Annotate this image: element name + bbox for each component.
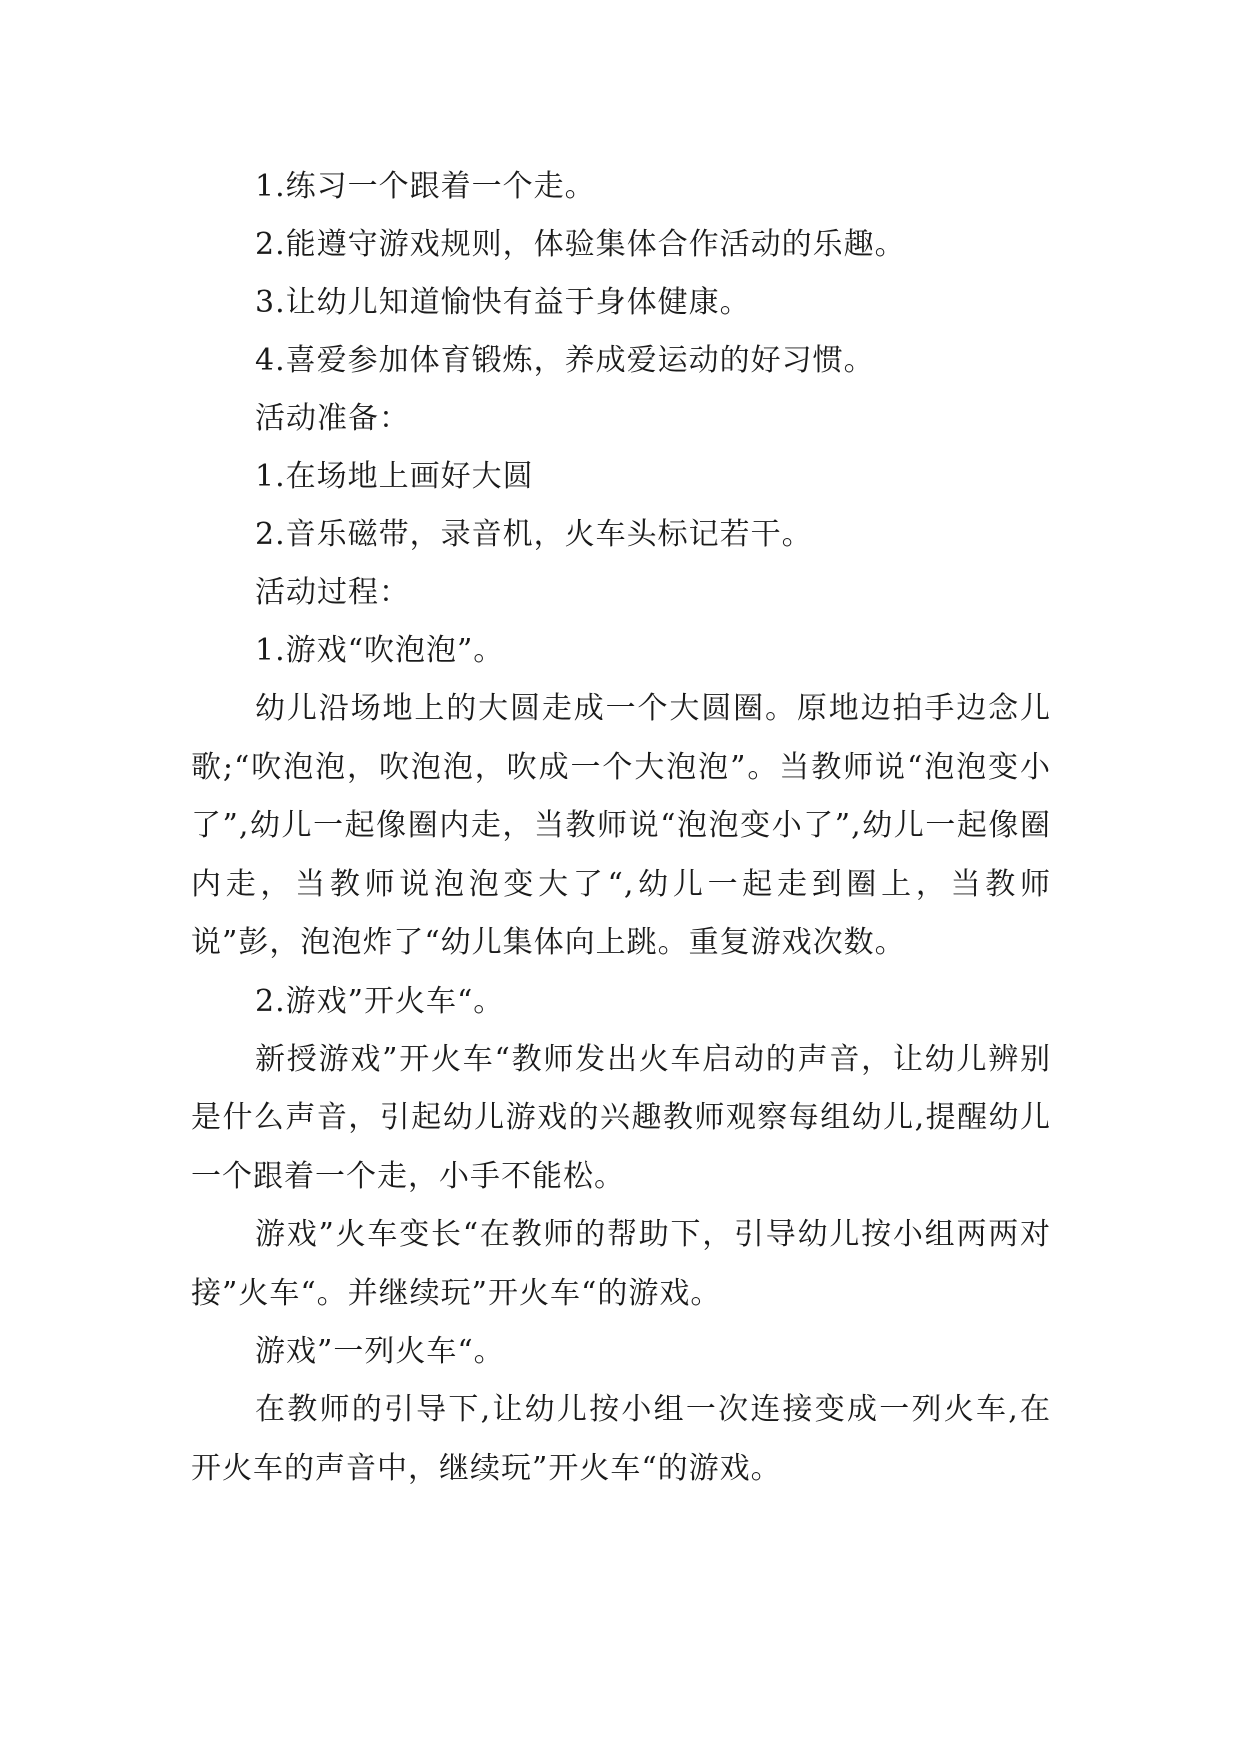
section-heading-preparation: 活动准备： bbox=[255, 401, 410, 436]
goal-item-1: 1.练习一个跟着一个走。 bbox=[255, 169, 596, 204]
process-step-1-body: 幼儿沿场地上的大圆走成一个大圆圈。原地边拍手边念儿歌;“吹泡泡，吹泡泡，吹成一个大泡泡”。当教师说“泡泡变小了”,幼儿一起像圈内走，当教师说“泡泡变小了”,幼儿一起像圈内走，当教师说泡泡变大了“,幼儿一起走到圈上，当教师说”彭，泡泡炸了“幼儿集体向上跳。重复游戏次数。 bbox=[191, 691, 1051, 960]
process-step-2-title: 2.游戏”开火车“。 bbox=[255, 983, 505, 1019]
game-train-longer: 游戏”火车变长“在教师的帮助下，引导幼儿按小组两两对接”火车“。并继续玩”开火车“的游戏。 bbox=[191, 1217, 1051, 1311]
goal-item-2: 2.能遵守游戏规则，体验集体合作活动的乐趣。 bbox=[255, 227, 906, 262]
document-body bbox=[191, 158, 1051, 1498]
game-one-train-body: 在教师的引导下,让幼儿按小组一次连接变成一列火车,在开火车的声音中，继续玩”开火车“的游戏。 bbox=[191, 1392, 1051, 1486]
preparation-item-2: 2.音乐磁带，录音机，火车头标记若干。 bbox=[255, 517, 813, 552]
process-step-1-title: 1.游戏“吹泡泡”。 bbox=[255, 633, 505, 668]
section-heading-process: 活动过程： bbox=[255, 575, 410, 610]
goal-item-3: 3.让幼儿知道愉快有益于身体健康。 bbox=[255, 285, 751, 320]
goal-item-4: 4.喜爱参加体育锻炼，养成爱运动的好习惯。 bbox=[255, 343, 875, 378]
process-step-2-body: 新授游戏”开火车“教师发出火车启动的声音，让幼儿辨别是什么声音，引起幼儿游戏的兴趣教师观察每组幼儿,提醒幼儿一个跟着一个走，小手不能松。 bbox=[191, 1041, 1051, 1194]
game-one-train-title: 游戏”一列火车“。 bbox=[255, 1334, 505, 1369]
preparation-item-1: 1.在场地上画好大圆 bbox=[255, 459, 534, 494]
